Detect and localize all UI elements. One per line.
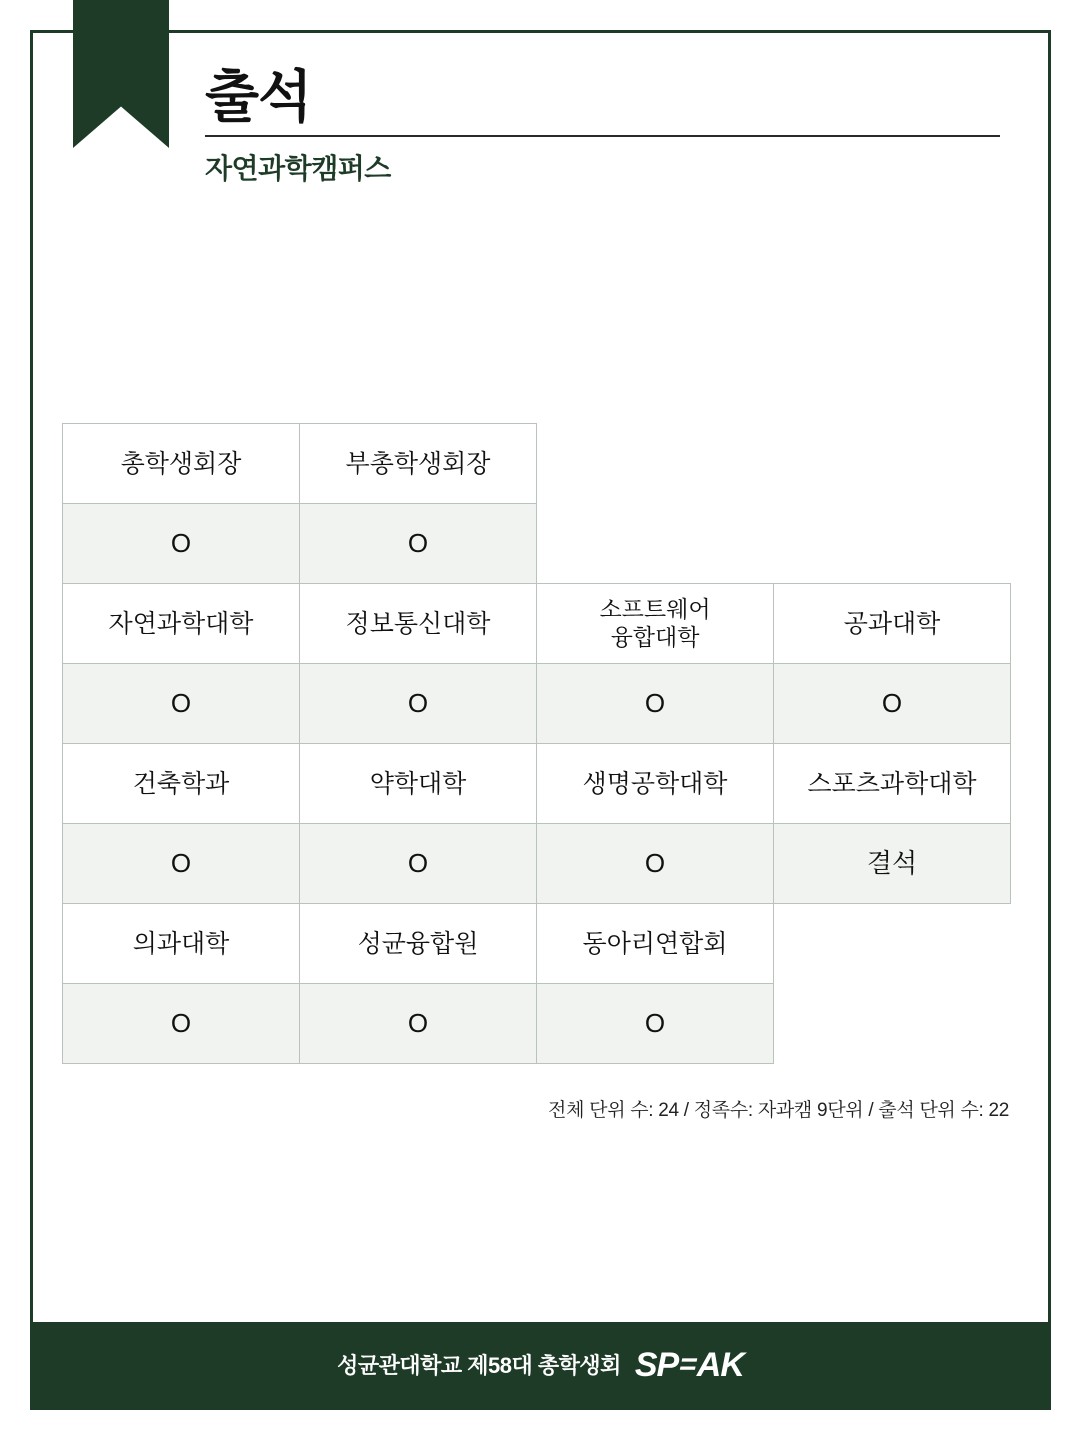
cell-label-software	[537, 584, 774, 664]
logo-part-3: AK	[696, 1345, 744, 1384]
page-header	[205, 65, 1005, 187]
cell-label-architecture: 건축학과	[63, 744, 300, 824]
cell-label-pharmacy: 약학대학	[300, 744, 537, 824]
cell-value-pharmacy: O	[300, 824, 537, 904]
cell-label-biotech: 생명공학대학	[537, 744, 774, 824]
footer-bar	[33, 1322, 1048, 1407]
cell-label-software-line2: 융합대학	[610, 623, 700, 650]
cell-empty	[537, 504, 774, 584]
table-row	[63, 904, 1011, 984]
cell-label-software-line1: 소프트웨어	[599, 595, 711, 622]
cell-label-convergence: 성균융합원	[300, 904, 537, 984]
cell-label-medicine: 의과대학	[63, 904, 300, 984]
cell-value-convergence: O	[300, 984, 537, 1064]
table-row	[63, 584, 1011, 664]
attendance-summary: 전체 단위 수: 24 / 정족수: 자과캠 9단위 / 출석 단위 수: 22	[548, 1100, 1009, 1121]
cell-label-sports-science: 스포츠과학대학	[774, 744, 1011, 824]
footer-organization: 성균관대학교 제58대 총학생회	[337, 1353, 621, 1378]
attendance-table	[62, 423, 1011, 1064]
title-divider	[205, 135, 1000, 137]
cell-value-engineering: O	[774, 664, 1011, 744]
logo-part-1: S	[634, 1345, 657, 1384]
cell-label-president: 총학생회장	[63, 424, 300, 504]
cell-label-natural-science: 자연과학대학	[63, 584, 300, 664]
cell-value-president: O	[63, 504, 300, 584]
table-row	[63, 424, 1011, 504]
table-row	[63, 664, 1011, 744]
cell-value-architecture: O	[63, 824, 300, 904]
speak-logo	[634, 1345, 744, 1384]
cell-empty	[774, 424, 1011, 504]
cell-value-natural-science: O	[63, 664, 300, 744]
cell-value-sports-science: 결석	[774, 824, 1011, 904]
logo-equals-icon: =	[675, 1347, 700, 1381]
cell-value-ict: O	[300, 664, 537, 744]
table-row	[63, 744, 1011, 824]
cell-value-medicine: O	[63, 984, 300, 1064]
cell-empty	[537, 424, 774, 504]
cell-label-ict: 정보통신대학	[300, 584, 537, 664]
page-title: 출석	[205, 65, 312, 128]
cell-label-vice-president: 부총학생회장	[300, 424, 537, 504]
cell-value-club-union: O	[537, 984, 774, 1064]
cell-value-vice-president: O	[300, 504, 537, 584]
cell-value-software: O	[537, 664, 774, 744]
table-row	[63, 824, 1011, 904]
attendance-table-container	[62, 423, 1010, 1064]
table-row	[63, 504, 1011, 584]
cell-empty	[774, 504, 1011, 584]
logo-part-2: P	[656, 1345, 679, 1384]
table-row	[63, 984, 1011, 1064]
cell-value-biotech: O	[537, 824, 774, 904]
page-subtitle: 자연과학캠퍼스	[205, 152, 391, 184]
cell-label-engineering: 공과대학	[774, 584, 1011, 664]
cell-empty	[774, 984, 1011, 1064]
cell-label-club-union: 동아리연합회	[537, 904, 774, 984]
cell-empty	[774, 904, 1011, 984]
